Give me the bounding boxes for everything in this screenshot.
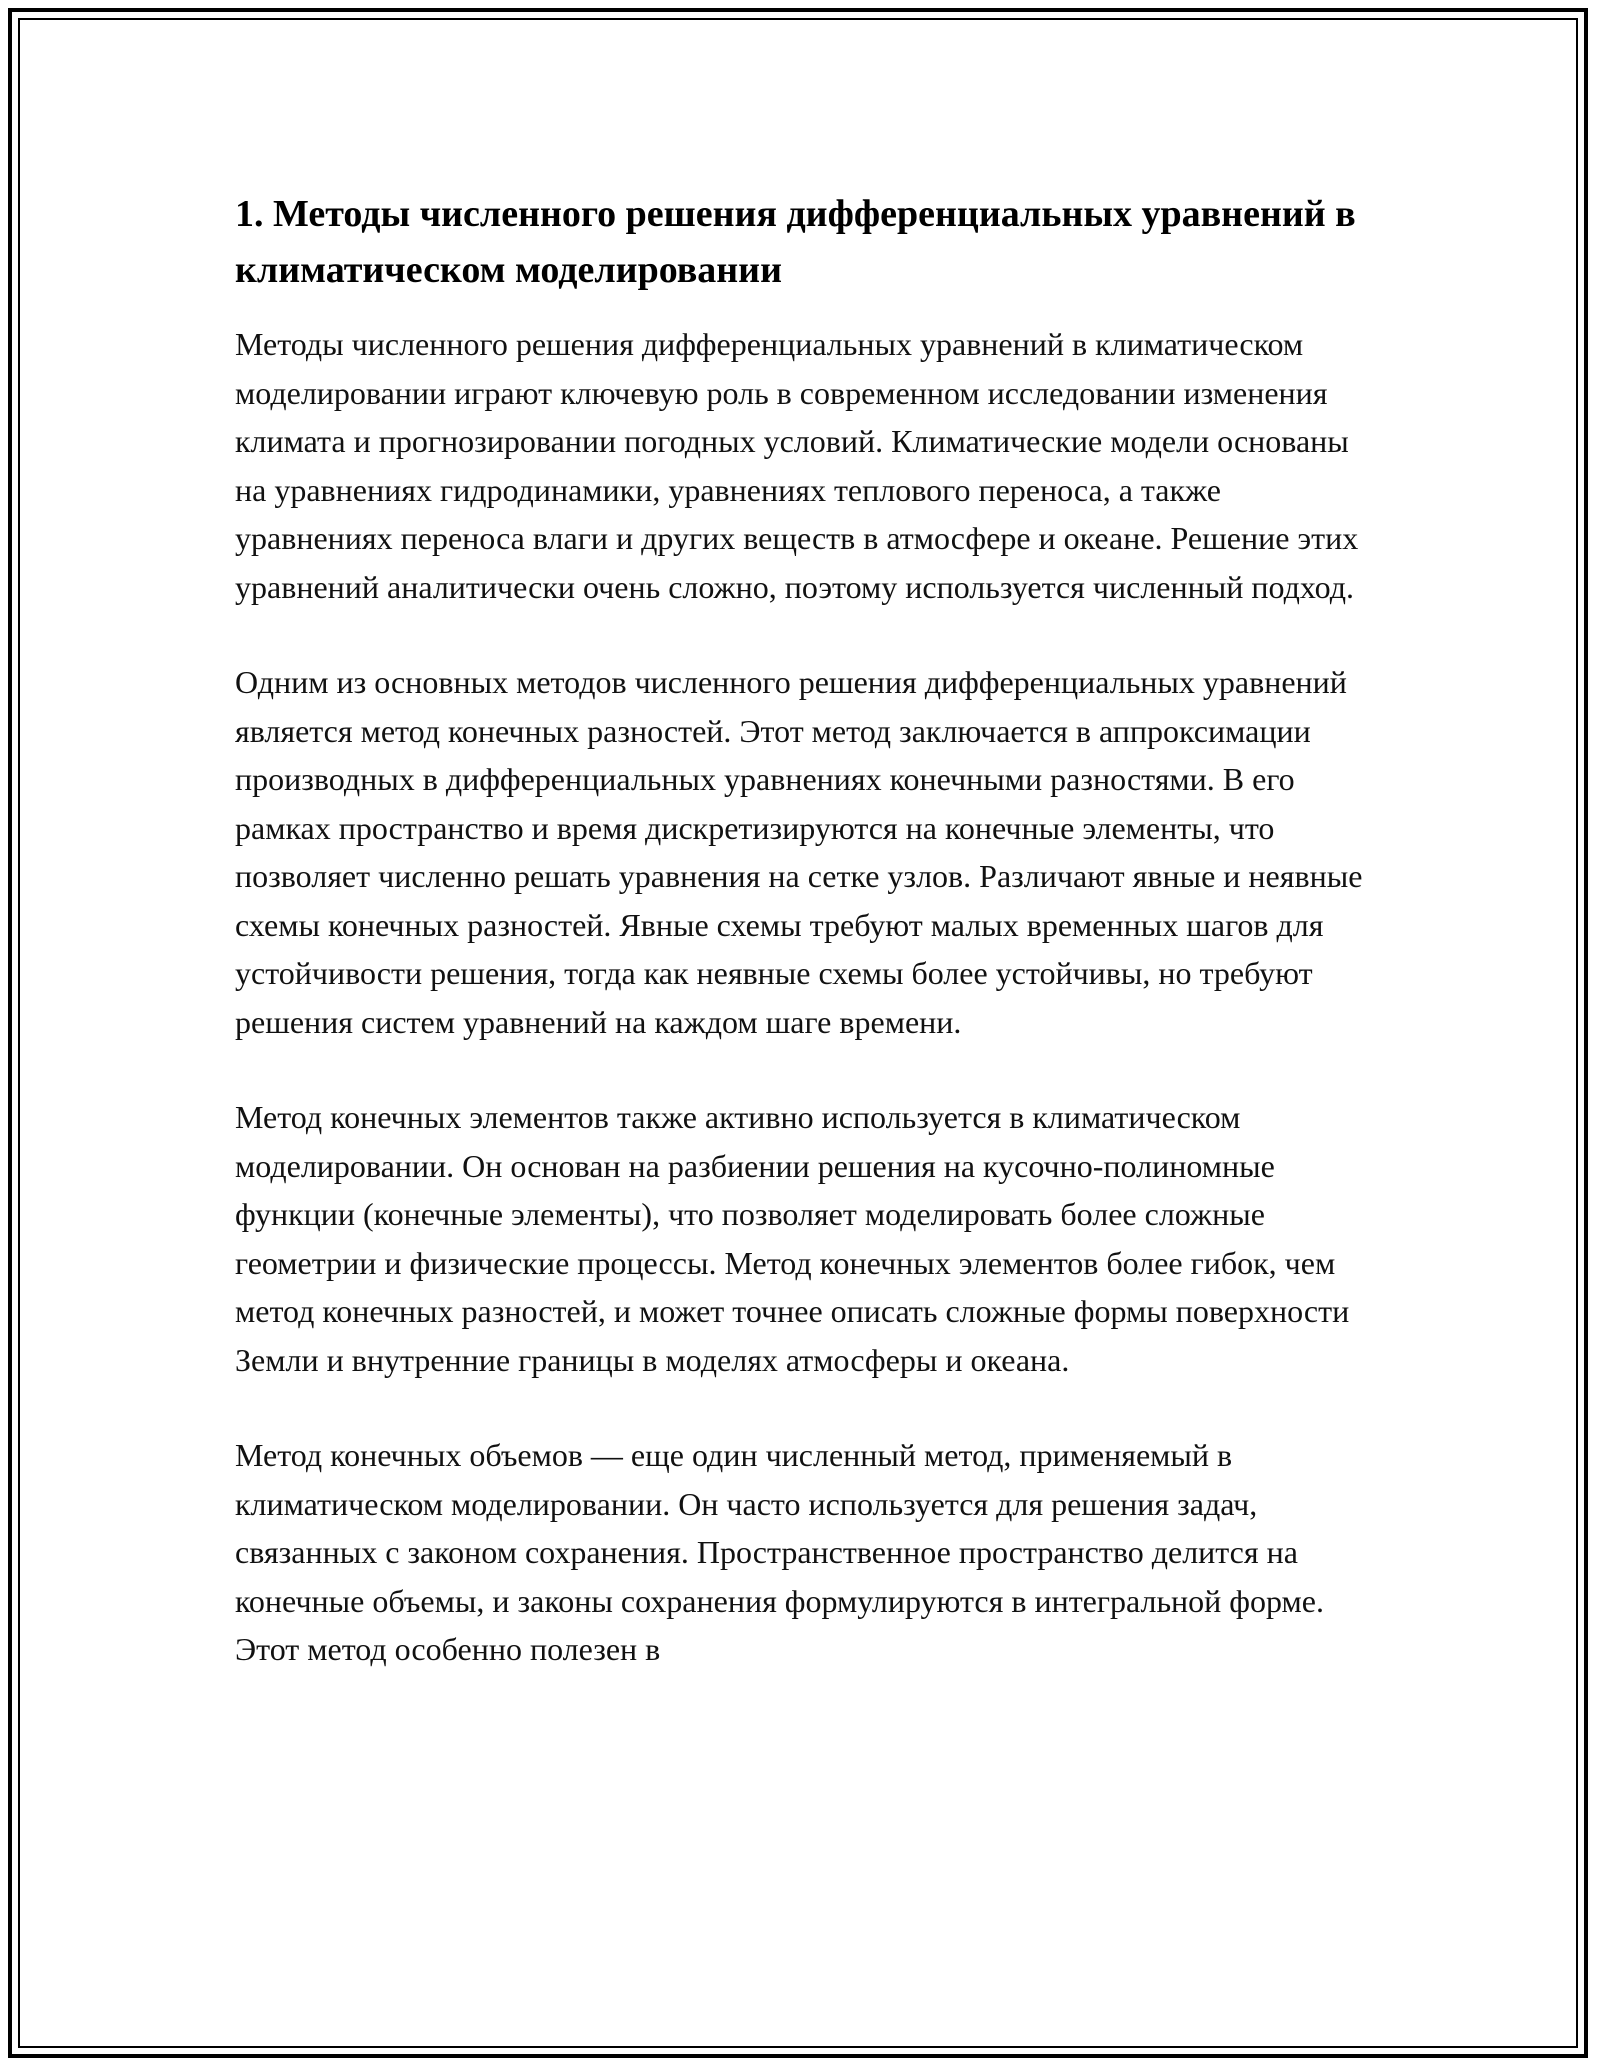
paragraph-finite-differences: Одним из основных методов численного решения дифференциальных уравнений является метод конечных разностей. Этот метод заключается в аппроксимации производных в дифференциальных уравнениях конечными разностями. В его рамках пространство и время дискретизируются на конечные элементы, что позволяет численно решать уравнения на сетке узлов. Различают явные и неявные схемы конечных разностей. Явные схемы требуют малых временных шагов для устойчивости решения, тогда как неявные схемы более устойчивы, но требуют решения систем уравнений на каждом шаге времени. [235,664,1363,1040]
paragraph-intro: Методы численного решения дифференциальных уравнений в климатическом моделировании играют ключевую роль в современном исследовании изменения климата и прогнозировании погодных условий. Климатические модели основаны на уравнениях гидродинамики, уравнениях теплового переноса, а также уравнениях переноса влаги и других веществ в атмосфере и океане. Решение этих уравнений аналитически очень сложно, поэтому используется численный подход. [235,326,1359,605]
paragraph-finite-elements: Метод конечных элементов также активно используется в климатическом моделировании. Он основан на разбиении решения на кусочно-полиномные функции (конечные элементы), что позволяет моделировать более сложные геометрии и физические процессы. Метод конечных элементов более гибок, чем метод конечных разностей, и может точнее описать сложные формы поверхности Земли и внутренние границы в моделях атмосферы и океана. [235,1099,1350,1378]
document-body [235,186,1375,1721]
section-heading: 1. Методы численного решения дифференциальных уравнений в климатическом моделировании [235,193,1356,291]
paragraph-finite-volumes: Метод конечных объемов — еще один численный метод, применяемый в климатическом моделировании. Он часто используется для решения задач, связанных с законом сохранения. Пространственное пространство делится на конечные объемы, и законы сохранения формулируются в интегральной форме. Этот метод особенно полезен в [235,1437,1324,1667]
